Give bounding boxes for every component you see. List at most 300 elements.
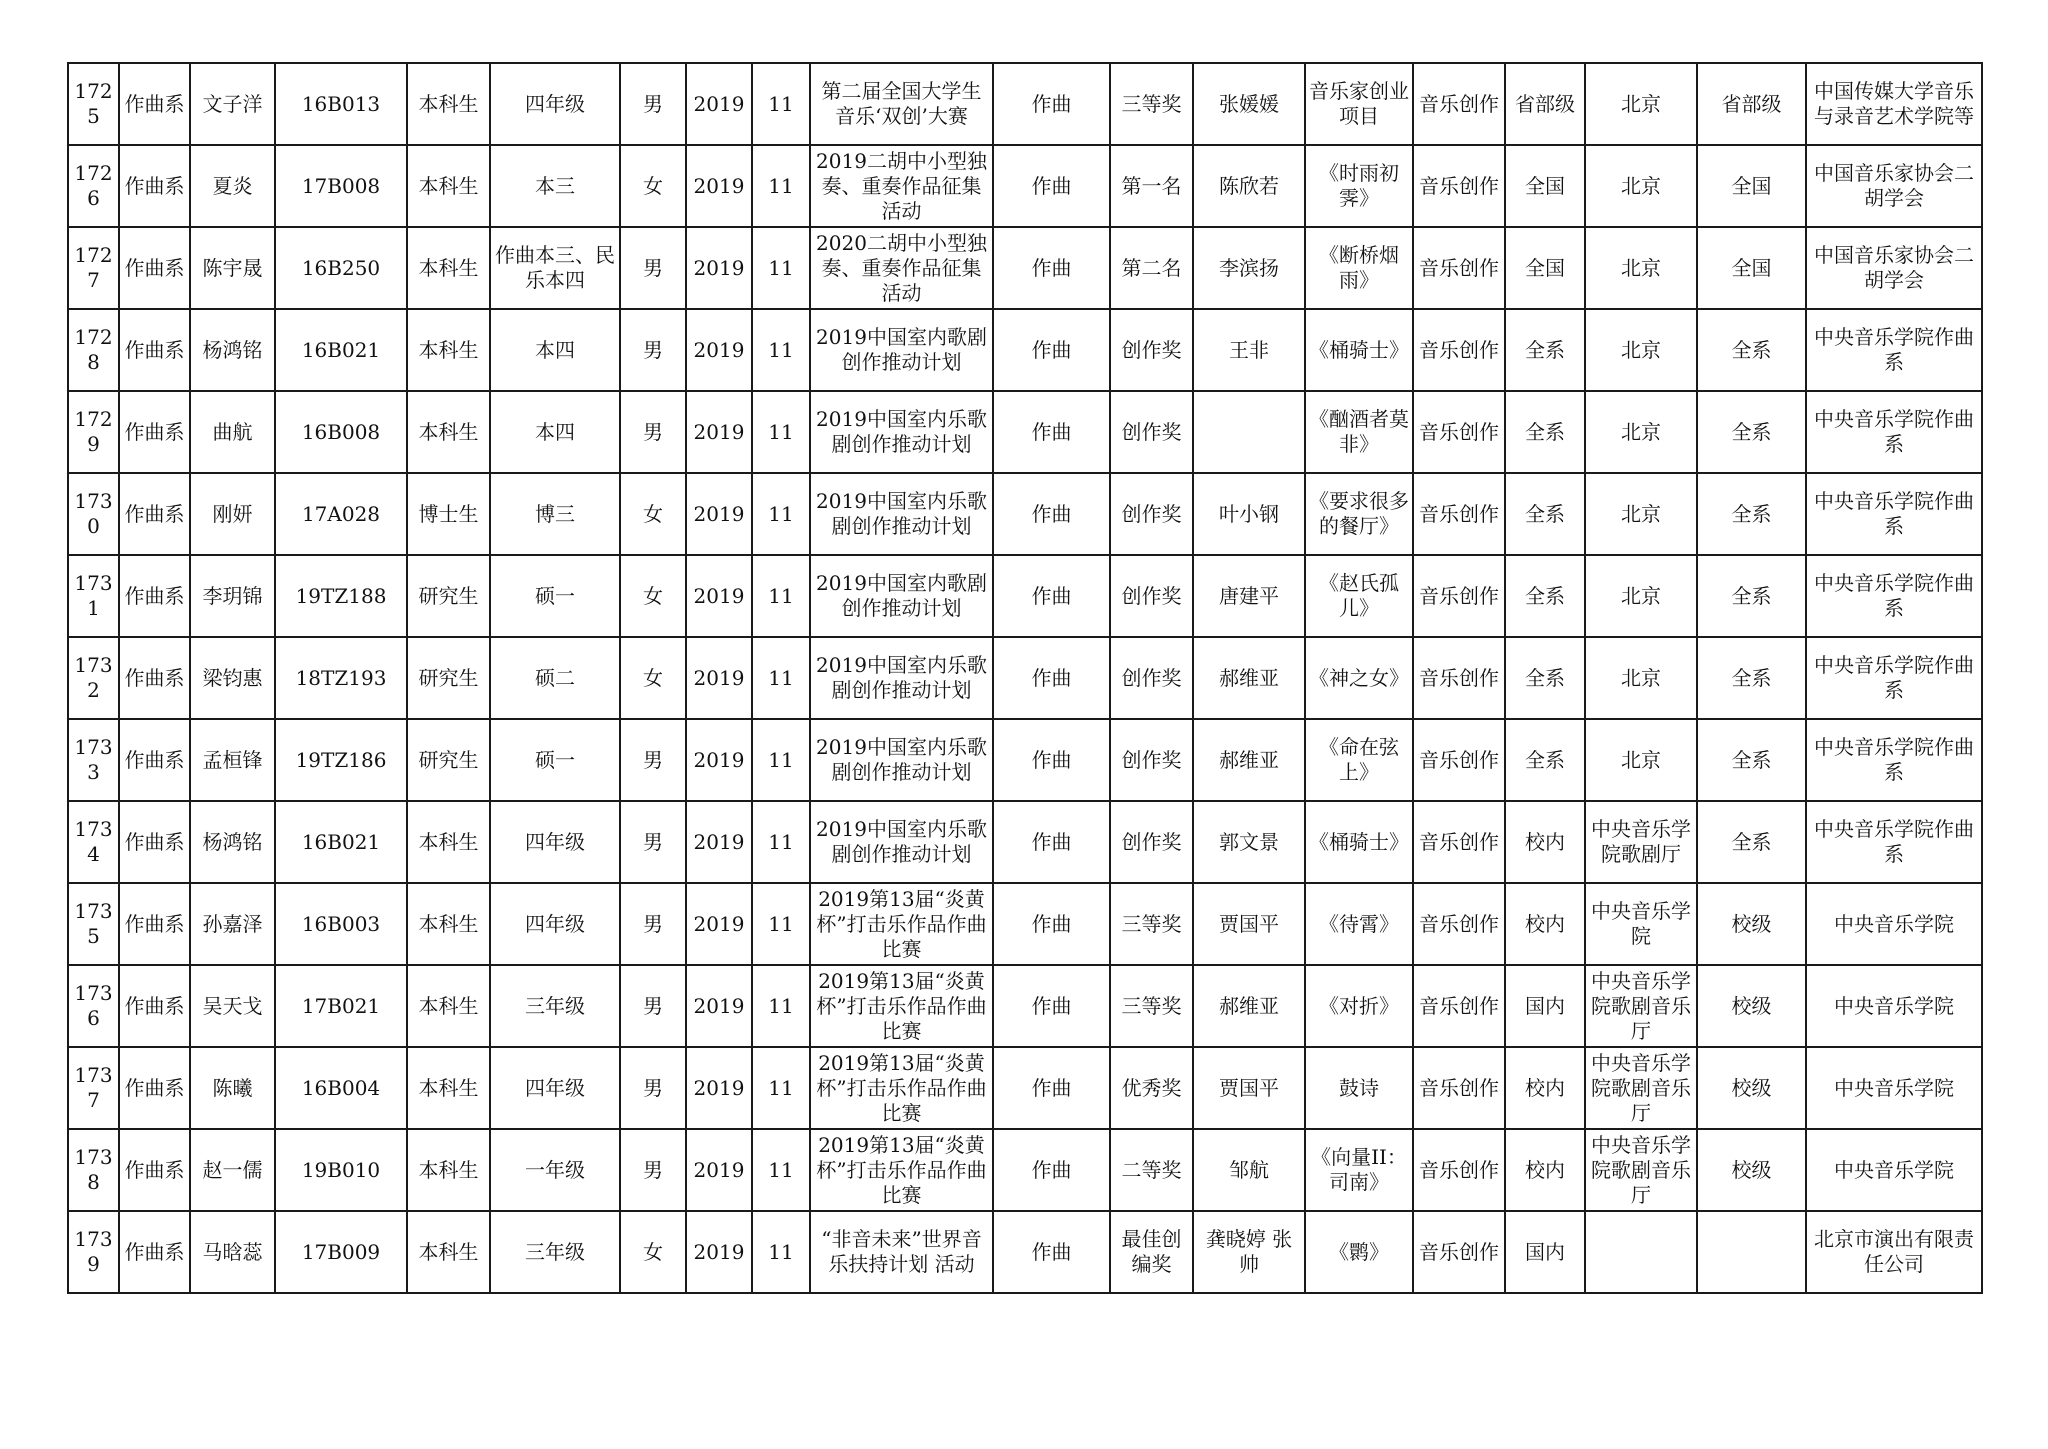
department-cell: 作曲系 xyxy=(119,1047,190,1129)
organizer-cell: 中国音乐家协会二胡学会 xyxy=(1806,145,1982,227)
gender-cell: 男 xyxy=(620,883,686,965)
work-title-cell: 《桶骑士》 xyxy=(1305,801,1413,883)
level-cell: 全系 xyxy=(1505,473,1585,555)
venue-cell: 北京 xyxy=(1585,63,1697,145)
gender-cell: 男 xyxy=(620,63,686,145)
student-name-cell: 曲航 xyxy=(190,391,275,473)
category-cell: 作曲 xyxy=(993,883,1110,965)
month-cell: 11 xyxy=(752,965,810,1047)
work-title-cell: 《对折》 xyxy=(1305,965,1413,1047)
month-cell: 11 xyxy=(752,801,810,883)
award-cell: 第一名 xyxy=(1110,145,1193,227)
grade-cell: 博三 xyxy=(490,473,620,555)
level-cell: 国内 xyxy=(1505,965,1585,1047)
organizer-cell: 中央音乐学院作曲系 xyxy=(1806,801,1982,883)
award-cell: 二等奖 xyxy=(1110,1129,1193,1211)
work-title-cell: 《赵氏孤儿》 xyxy=(1305,555,1413,637)
department-cell: 作曲系 xyxy=(119,145,190,227)
organizer-cell: 北京市演出有限责任公司 xyxy=(1806,1211,1982,1293)
grade-cell: 一年级 xyxy=(490,1129,620,1211)
serial-number-cell: 1733 xyxy=(68,719,119,801)
department-cell: 作曲系 xyxy=(119,555,190,637)
award-level-cell: 全系 xyxy=(1697,637,1806,719)
category-cell: 作曲 xyxy=(993,1047,1110,1129)
month-cell: 11 xyxy=(752,63,810,145)
venue-cell: 中央音乐学院歌剧厅 xyxy=(1585,801,1697,883)
category-cell: 作曲 xyxy=(993,227,1110,309)
award-type-cell: 音乐创作 xyxy=(1413,965,1505,1047)
table-row xyxy=(68,145,1982,227)
advisor-cell: 陈欣若 xyxy=(1193,145,1305,227)
awards-body xyxy=(68,63,1982,1293)
gender-cell: 男 xyxy=(620,1129,686,1211)
organizer-cell: 中央音乐学院作曲系 xyxy=(1806,473,1982,555)
advisor-cell: 龚晓婷 张帅 xyxy=(1193,1211,1305,1293)
student-type-cell: 博士生 xyxy=(407,473,490,555)
grade-cell: 硕一 xyxy=(490,555,620,637)
year-cell: 2019 xyxy=(686,965,752,1047)
competition-name-cell: 2020二胡中小型独奏、重奏作品征集活动 xyxy=(810,227,993,309)
level-cell: 省部级 xyxy=(1505,63,1585,145)
department-cell: 作曲系 xyxy=(119,1211,190,1293)
award-cell: 最佳创编奖 xyxy=(1110,1211,1193,1293)
student-type-cell: 本科生 xyxy=(407,801,490,883)
award-type-cell: 音乐创作 xyxy=(1413,227,1505,309)
category-cell: 作曲 xyxy=(993,1211,1110,1293)
award-level-cell: 全国 xyxy=(1697,145,1806,227)
venue-cell: 北京 xyxy=(1585,309,1697,391)
competition-name-cell: 2019中国室内乐歌剧创作推动计划 xyxy=(810,719,993,801)
competition-name-cell: 2019中国室内歌剧创作推动计划 xyxy=(810,309,993,391)
organizer-cell: 中央音乐学院作曲系 xyxy=(1806,637,1982,719)
year-cell: 2019 xyxy=(686,719,752,801)
venue-cell: 北京 xyxy=(1585,145,1697,227)
competition-name-cell: 2019中国室内乐歌剧创作推动计划 xyxy=(810,391,993,473)
department-cell: 作曲系 xyxy=(119,965,190,1047)
student-name-cell: 杨鸿铭 xyxy=(190,801,275,883)
award-cell: 创作奖 xyxy=(1110,637,1193,719)
student-type-cell: 本科生 xyxy=(407,227,490,309)
award-cell: 第二名 xyxy=(1110,227,1193,309)
month-cell: 11 xyxy=(752,145,810,227)
competition-name-cell: 2019中国室内歌剧创作推动计划 xyxy=(810,555,993,637)
award-cell: 创作奖 xyxy=(1110,555,1193,637)
student-name-cell: 梁钧惠 xyxy=(190,637,275,719)
student-name-cell: 吴天戈 xyxy=(190,965,275,1047)
award-level-cell: 全国 xyxy=(1697,227,1806,309)
gender-cell: 女 xyxy=(620,473,686,555)
advisor-cell: 王非 xyxy=(1193,309,1305,391)
award-level-cell xyxy=(1697,1211,1806,1293)
award-cell: 优秀奖 xyxy=(1110,1047,1193,1129)
student-type-cell: 研究生 xyxy=(407,555,490,637)
grade-cell: 三年级 xyxy=(490,1211,620,1293)
department-cell: 作曲系 xyxy=(119,883,190,965)
gender-cell: 男 xyxy=(620,801,686,883)
student-id-cell: 16B003 xyxy=(275,883,407,965)
table-row xyxy=(68,1211,1982,1293)
serial-number-cell: 1739 xyxy=(68,1211,119,1293)
table-row xyxy=(68,965,1982,1047)
work-title-cell: 《鹮》 xyxy=(1305,1211,1413,1293)
work-title-cell: 《神之女》 xyxy=(1305,637,1413,719)
table-row xyxy=(68,63,1982,145)
student-id-cell: 16B250 xyxy=(275,227,407,309)
award-type-cell: 音乐创作 xyxy=(1413,145,1505,227)
student-type-cell: 本科生 xyxy=(407,145,490,227)
awards-table xyxy=(67,62,1983,1294)
serial-number-cell: 1731 xyxy=(68,555,119,637)
student-id-cell: 16B013 xyxy=(275,63,407,145)
level-cell: 全系 xyxy=(1505,309,1585,391)
department-cell: 作曲系 xyxy=(119,719,190,801)
gender-cell: 女 xyxy=(620,637,686,719)
work-title-cell: 《断桥烟雨》 xyxy=(1305,227,1413,309)
student-name-cell: 赵一儒 xyxy=(190,1129,275,1211)
venue-cell: 北京 xyxy=(1585,473,1697,555)
table-row xyxy=(68,227,1982,309)
awards-sheet xyxy=(67,62,1981,1294)
advisor-cell: 郝维亚 xyxy=(1193,719,1305,801)
student-name-cell: 杨鸿铭 xyxy=(190,309,275,391)
work-title-cell: 《待霄》 xyxy=(1305,883,1413,965)
venue-cell: 中央音乐学院歌剧音乐厅 xyxy=(1585,965,1697,1047)
year-cell: 2019 xyxy=(686,801,752,883)
student-id-cell: 17B009 xyxy=(275,1211,407,1293)
grade-cell: 四年级 xyxy=(490,801,620,883)
work-title-cell: 音乐家创业项目 xyxy=(1305,63,1413,145)
student-id-cell: 17B008 xyxy=(275,145,407,227)
work-title-cell: 《要求很多的餐厅》 xyxy=(1305,473,1413,555)
month-cell: 11 xyxy=(752,473,810,555)
student-id-cell: 19TZ186 xyxy=(275,719,407,801)
award-level-cell: 校级 xyxy=(1697,883,1806,965)
organizer-cell: 中央音乐学院作曲系 xyxy=(1806,391,1982,473)
competition-name-cell: “非音未来”世界音乐扶持计划 活动 xyxy=(810,1211,993,1293)
serial-number-cell: 1736 xyxy=(68,965,119,1047)
student-id-cell: 18TZ193 xyxy=(275,637,407,719)
gender-cell: 女 xyxy=(620,555,686,637)
award-cell: 三等奖 xyxy=(1110,63,1193,145)
category-cell: 作曲 xyxy=(993,1129,1110,1211)
year-cell: 2019 xyxy=(686,883,752,965)
venue-cell: 北京 xyxy=(1585,391,1697,473)
month-cell: 11 xyxy=(752,391,810,473)
month-cell: 11 xyxy=(752,1211,810,1293)
student-id-cell: 17B021 xyxy=(275,965,407,1047)
grade-cell: 四年级 xyxy=(490,63,620,145)
award-type-cell: 音乐创作 xyxy=(1413,1047,1505,1129)
venue-cell: 中央音乐学院 xyxy=(1585,883,1697,965)
grade-cell: 本三 xyxy=(490,145,620,227)
grade-cell: 作曲本三、民乐本四 xyxy=(490,227,620,309)
work-title-cell: 《时雨初霁》 xyxy=(1305,145,1413,227)
student-name-cell: 孟桓锋 xyxy=(190,719,275,801)
student-id-cell: 19B010 xyxy=(275,1129,407,1211)
gender-cell: 女 xyxy=(620,1211,686,1293)
venue-cell: 北京 xyxy=(1585,719,1697,801)
organizer-cell: 中国传媒大学音乐与录音艺术学院等 xyxy=(1806,63,1982,145)
organizer-cell: 中央音乐学院 xyxy=(1806,1047,1982,1129)
serial-number-cell: 1735 xyxy=(68,883,119,965)
award-level-cell: 全系 xyxy=(1697,473,1806,555)
level-cell: 全国 xyxy=(1505,227,1585,309)
student-type-cell: 研究生 xyxy=(407,637,490,719)
month-cell: 11 xyxy=(752,1129,810,1211)
organizer-cell: 中央音乐学院 xyxy=(1806,1129,1982,1211)
serial-number-cell: 1730 xyxy=(68,473,119,555)
department-cell: 作曲系 xyxy=(119,637,190,719)
award-cell: 创作奖 xyxy=(1110,309,1193,391)
advisor-cell xyxy=(1193,391,1305,473)
gender-cell: 男 xyxy=(620,719,686,801)
department-cell: 作曲系 xyxy=(119,1129,190,1211)
table-row xyxy=(68,473,1982,555)
competition-name-cell: 2019第13届“炎黄杯”打击乐作品作曲比赛 xyxy=(810,965,993,1047)
level-cell: 全系 xyxy=(1505,555,1585,637)
advisor-cell: 张媛媛 xyxy=(1193,63,1305,145)
award-level-cell: 全系 xyxy=(1697,391,1806,473)
award-level-cell: 全系 xyxy=(1697,801,1806,883)
student-type-cell: 本科生 xyxy=(407,883,490,965)
level-cell: 校内 xyxy=(1505,883,1585,965)
student-type-cell: 本科生 xyxy=(407,965,490,1047)
competition-name-cell: 2019第13届“炎黄杯”打击乐作品作曲比赛 xyxy=(810,1129,993,1211)
grade-cell: 本四 xyxy=(490,309,620,391)
organizer-cell: 中央音乐学院作曲系 xyxy=(1806,309,1982,391)
category-cell: 作曲 xyxy=(993,637,1110,719)
student-id-cell: 16B021 xyxy=(275,309,407,391)
venue-cell: 中央音乐学院歌剧音乐厅 xyxy=(1585,1047,1697,1129)
year-cell: 2019 xyxy=(686,227,752,309)
gender-cell: 男 xyxy=(620,965,686,1047)
student-name-cell: 刚妍 xyxy=(190,473,275,555)
award-type-cell: 音乐创作 xyxy=(1413,555,1505,637)
serial-number-cell: 1725 xyxy=(68,63,119,145)
advisor-cell: 贾国平 xyxy=(1193,883,1305,965)
category-cell: 作曲 xyxy=(993,63,1110,145)
year-cell: 2019 xyxy=(686,555,752,637)
organizer-cell: 中央音乐学院 xyxy=(1806,965,1982,1047)
serial-number-cell: 1737 xyxy=(68,1047,119,1129)
advisor-cell: 郝维亚 xyxy=(1193,637,1305,719)
serial-number-cell: 1728 xyxy=(68,309,119,391)
student-name-cell: 文子洋 xyxy=(190,63,275,145)
award-cell: 三等奖 xyxy=(1110,883,1193,965)
category-cell: 作曲 xyxy=(993,965,1110,1047)
advisor-cell: 唐建平 xyxy=(1193,555,1305,637)
award-cell: 创作奖 xyxy=(1110,391,1193,473)
year-cell: 2019 xyxy=(686,145,752,227)
department-cell: 作曲系 xyxy=(119,227,190,309)
department-cell: 作曲系 xyxy=(119,473,190,555)
month-cell: 11 xyxy=(752,1047,810,1129)
award-level-cell: 省部级 xyxy=(1697,63,1806,145)
student-id-cell: 19TZ188 xyxy=(275,555,407,637)
competition-name-cell: 2019中国室内乐歌剧创作推动计划 xyxy=(810,637,993,719)
year-cell: 2019 xyxy=(686,391,752,473)
competition-name-cell: 2019第13届“炎黄杯”打击乐作品作曲比赛 xyxy=(810,1047,993,1129)
venue-cell: 中央音乐学院歌剧音乐厅 xyxy=(1585,1129,1697,1211)
gender-cell: 男 xyxy=(620,309,686,391)
category-cell: 作曲 xyxy=(993,391,1110,473)
table-row xyxy=(68,1129,1982,1211)
year-cell: 2019 xyxy=(686,637,752,719)
student-name-cell: 马晗蕊 xyxy=(190,1211,275,1293)
year-cell: 2019 xyxy=(686,63,752,145)
level-cell: 全国 xyxy=(1505,145,1585,227)
gender-cell: 女 xyxy=(620,145,686,227)
award-type-cell: 音乐创作 xyxy=(1413,883,1505,965)
table-row xyxy=(68,1047,1982,1129)
category-cell: 作曲 xyxy=(993,555,1110,637)
year-cell: 2019 xyxy=(686,1211,752,1293)
advisor-cell: 郭文景 xyxy=(1193,801,1305,883)
student-type-cell: 本科生 xyxy=(407,63,490,145)
grade-cell: 硕二 xyxy=(490,637,620,719)
venue-cell: 北京 xyxy=(1585,555,1697,637)
month-cell: 11 xyxy=(752,555,810,637)
venue-cell: 北京 xyxy=(1585,227,1697,309)
advisor-cell: 郝维亚 xyxy=(1193,965,1305,1047)
grade-cell: 四年级 xyxy=(490,1047,620,1129)
work-title-cell: 《向量II：司南》 xyxy=(1305,1129,1413,1211)
level-cell: 校内 xyxy=(1505,1129,1585,1211)
level-cell: 全系 xyxy=(1505,637,1585,719)
award-level-cell: 全系 xyxy=(1697,555,1806,637)
student-type-cell: 本科生 xyxy=(407,1211,490,1293)
student-type-cell: 本科生 xyxy=(407,391,490,473)
organizer-cell: 中央音乐学院作曲系 xyxy=(1806,719,1982,801)
level-cell: 校内 xyxy=(1505,801,1585,883)
venue-cell xyxy=(1585,1211,1697,1293)
award-type-cell: 音乐创作 xyxy=(1413,801,1505,883)
serial-number-cell: 1734 xyxy=(68,801,119,883)
venue-cell: 北京 xyxy=(1585,637,1697,719)
award-cell: 创作奖 xyxy=(1110,801,1193,883)
year-cell: 2019 xyxy=(686,1129,752,1211)
serial-number-cell: 1738 xyxy=(68,1129,119,1211)
category-cell: 作曲 xyxy=(993,145,1110,227)
award-level-cell: 校级 xyxy=(1697,1047,1806,1129)
competition-name-cell: 2019二胡中小型独奏、重奏作品征集活动 xyxy=(810,145,993,227)
award-type-cell: 音乐创作 xyxy=(1413,1129,1505,1211)
serial-number-cell: 1727 xyxy=(68,227,119,309)
serial-number-cell: 1732 xyxy=(68,637,119,719)
award-type-cell: 音乐创作 xyxy=(1413,309,1505,391)
work-title-cell: 《酗酒者莫非》 xyxy=(1305,391,1413,473)
month-cell: 11 xyxy=(752,883,810,965)
advisor-cell: 贾国平 xyxy=(1193,1047,1305,1129)
month-cell: 11 xyxy=(752,719,810,801)
student-name-cell: 陈曦 xyxy=(190,1047,275,1129)
department-cell: 作曲系 xyxy=(119,801,190,883)
organizer-cell: 中央音乐学院作曲系 xyxy=(1806,555,1982,637)
level-cell: 国内 xyxy=(1505,1211,1585,1293)
student-name-cell: 李玥锦 xyxy=(190,555,275,637)
month-cell: 11 xyxy=(752,309,810,391)
category-cell: 作曲 xyxy=(993,309,1110,391)
grade-cell: 本四 xyxy=(490,391,620,473)
student-type-cell: 本科生 xyxy=(407,1129,490,1211)
table-row xyxy=(68,555,1982,637)
level-cell: 校内 xyxy=(1505,1047,1585,1129)
competition-name-cell: 2019中国室内乐歌剧创作推动计划 xyxy=(810,473,993,555)
year-cell: 2019 xyxy=(686,309,752,391)
competition-name-cell: 2019第13届“炎黄杯”打击乐作品作曲比赛 xyxy=(810,883,993,965)
competition-name-cell: 2019中国室内乐歌剧创作推动计划 xyxy=(810,801,993,883)
work-title-cell: 鼓诗 xyxy=(1305,1047,1413,1129)
advisor-cell: 邹航 xyxy=(1193,1129,1305,1211)
advisor-cell: 叶小钢 xyxy=(1193,473,1305,555)
award-cell: 创作奖 xyxy=(1110,473,1193,555)
student-name-cell: 夏炎 xyxy=(190,145,275,227)
student-id-cell: 17A028 xyxy=(275,473,407,555)
level-cell: 全系 xyxy=(1505,719,1585,801)
student-id-cell: 16B021 xyxy=(275,801,407,883)
award-cell: 创作奖 xyxy=(1110,719,1193,801)
award-level-cell: 全系 xyxy=(1697,309,1806,391)
table-row xyxy=(68,391,1982,473)
organizer-cell: 中国音乐家协会二胡学会 xyxy=(1806,227,1982,309)
award-type-cell: 音乐创作 xyxy=(1413,473,1505,555)
student-name-cell: 陈宇晟 xyxy=(190,227,275,309)
award-level-cell: 校级 xyxy=(1697,965,1806,1047)
student-type-cell: 本科生 xyxy=(407,309,490,391)
department-cell: 作曲系 xyxy=(119,309,190,391)
gender-cell: 男 xyxy=(620,391,686,473)
month-cell: 11 xyxy=(752,227,810,309)
year-cell: 2019 xyxy=(686,1047,752,1129)
award-type-cell: 音乐创作 xyxy=(1413,719,1505,801)
work-title-cell: 《命在弦上》 xyxy=(1305,719,1413,801)
organizer-cell: 中央音乐学院 xyxy=(1806,883,1982,965)
work-title-cell: 《桶骑士》 xyxy=(1305,309,1413,391)
department-cell: 作曲系 xyxy=(119,63,190,145)
competition-name-cell: 第二届全国大学生音乐‘双创’大赛 xyxy=(810,63,993,145)
award-cell: 三等奖 xyxy=(1110,965,1193,1047)
level-cell: 全系 xyxy=(1505,391,1585,473)
table-row xyxy=(68,883,1982,965)
grade-cell: 三年级 xyxy=(490,965,620,1047)
serial-number-cell: 1729 xyxy=(68,391,119,473)
serial-number-cell: 1726 xyxy=(68,145,119,227)
award-type-cell: 音乐创作 xyxy=(1413,637,1505,719)
grade-cell: 四年级 xyxy=(490,883,620,965)
student-id-cell: 16B008 xyxy=(275,391,407,473)
advisor-cell: 李滨扬 xyxy=(1193,227,1305,309)
gender-cell: 男 xyxy=(620,1047,686,1129)
grade-cell: 硕一 xyxy=(490,719,620,801)
category-cell: 作曲 xyxy=(993,473,1110,555)
student-type-cell: 研究生 xyxy=(407,719,490,801)
student-id-cell: 16B004 xyxy=(275,1047,407,1129)
student-name-cell: 孙嘉泽 xyxy=(190,883,275,965)
table-row xyxy=(68,309,1982,391)
month-cell: 11 xyxy=(752,637,810,719)
award-level-cell: 校级 xyxy=(1697,1129,1806,1211)
department-cell: 作曲系 xyxy=(119,391,190,473)
award-type-cell: 音乐创作 xyxy=(1413,1211,1505,1293)
student-type-cell: 本科生 xyxy=(407,1047,490,1129)
table-row xyxy=(68,637,1982,719)
gender-cell: 男 xyxy=(620,227,686,309)
award-type-cell: 音乐创作 xyxy=(1413,391,1505,473)
table-row xyxy=(68,801,1982,883)
category-cell: 作曲 xyxy=(993,801,1110,883)
category-cell: 作曲 xyxy=(993,719,1110,801)
year-cell: 2019 xyxy=(686,473,752,555)
